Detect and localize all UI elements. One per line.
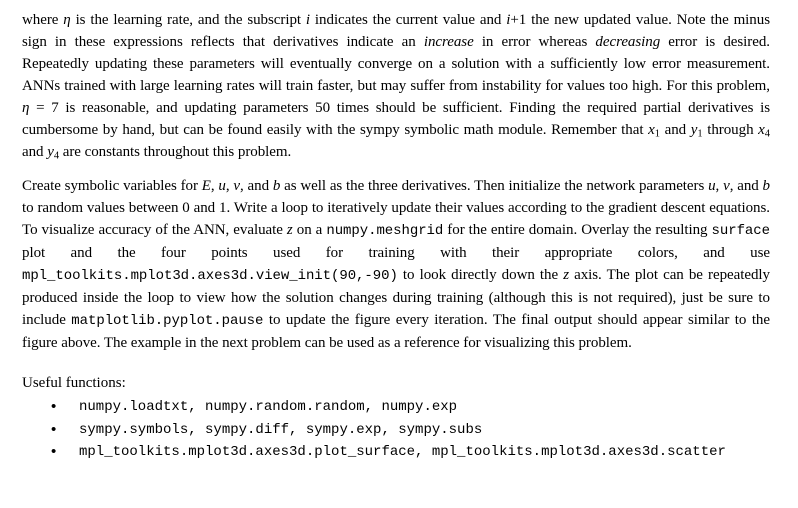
document-page [22,9,770,464]
code-view-init: mpl_toolkits.mplot3d.axes3d.view_init(90,-90) [22,268,398,284]
list-item: • sympy.symbols, sympy.diff, sympy.exp, sympy.subs [22,419,770,442]
i-symbol: i [305,12,311,28]
list-item: • mpl_toolkits.mplot3d.axes3d.plot_surface, mpl_toolkits.mplot3d.axes3d.scatter [22,441,770,464]
emphasis-decreasing: decreasing [595,34,661,50]
list-item: • numpy.loadtxt, numpy.random.random, numpy.exp [22,396,770,419]
code-pause: matplotlib.pyplot.pause [71,313,264,329]
emphasis-increase: increase [423,34,474,50]
useful-functions-list [22,396,770,464]
useful-functions-heading: Useful functions: [22,375,126,391]
eta-symbol: η [63,12,71,28]
paragraph-learning-rate: where η is the learning rate, and the subscript i indicates the current value and i+1 the new updated value. Note the minus sign in these expressions reflects that derivatives indicate an increase in error whereas decreasing error is desired. Repeatedly updating these parameters will eventually converge on a solution with a sufficiently low error measurement. ANNs trained with large learning rates will train faster, but may suffer from instability for values too high. For this problem, η = 7 is reasonable, and updating parameters 50 times should be sufficient. Finding the required partial derivatives is cumbersome by hand, but can be found easily with the sympy symbolic math module. Remember that $x_1$ and $y_1$ through $x_4$ and $y_4$ are constants throughout this problem. [22,12,770,162]
bullet-icon: • [51,443,57,460]
bullet-icon: • [51,420,57,438]
bullet-icon: • [51,398,57,415]
code-meshgrid: numpy.meshgrid [326,223,444,239]
i-symbol: i [506,12,511,28]
eta-symbol: η [22,100,30,116]
code-surface: surface [711,223,770,239]
paragraph-instructions: Create symbolic variables for E, u, v, and b as well as the three derivatives. Then initialize the network parameters u, v, and b to random values between 0 and 1. Write a loop to iteratively update their values according to the gradient descent equations. To visualize accuracy of the ANN, evaluate z on a numpy.meshgrid for the entire domain. Overlay the resulting surface plot and the four points used for training with their appropriate colors, and use mpl_toolkits.mplot3d.axes3d.view_init(90,-90) to look directly down the z axis. The plot can be repeatedly produced inside the loop to view how the solution changes during training (although this is not required), just be sure to include matplotlib.pyplot.pause to update the figure every iteration. The final output should appear similar to the figure above. The example in the next problem can be used as a reference for visualizing this problem. [22,178,770,351]
